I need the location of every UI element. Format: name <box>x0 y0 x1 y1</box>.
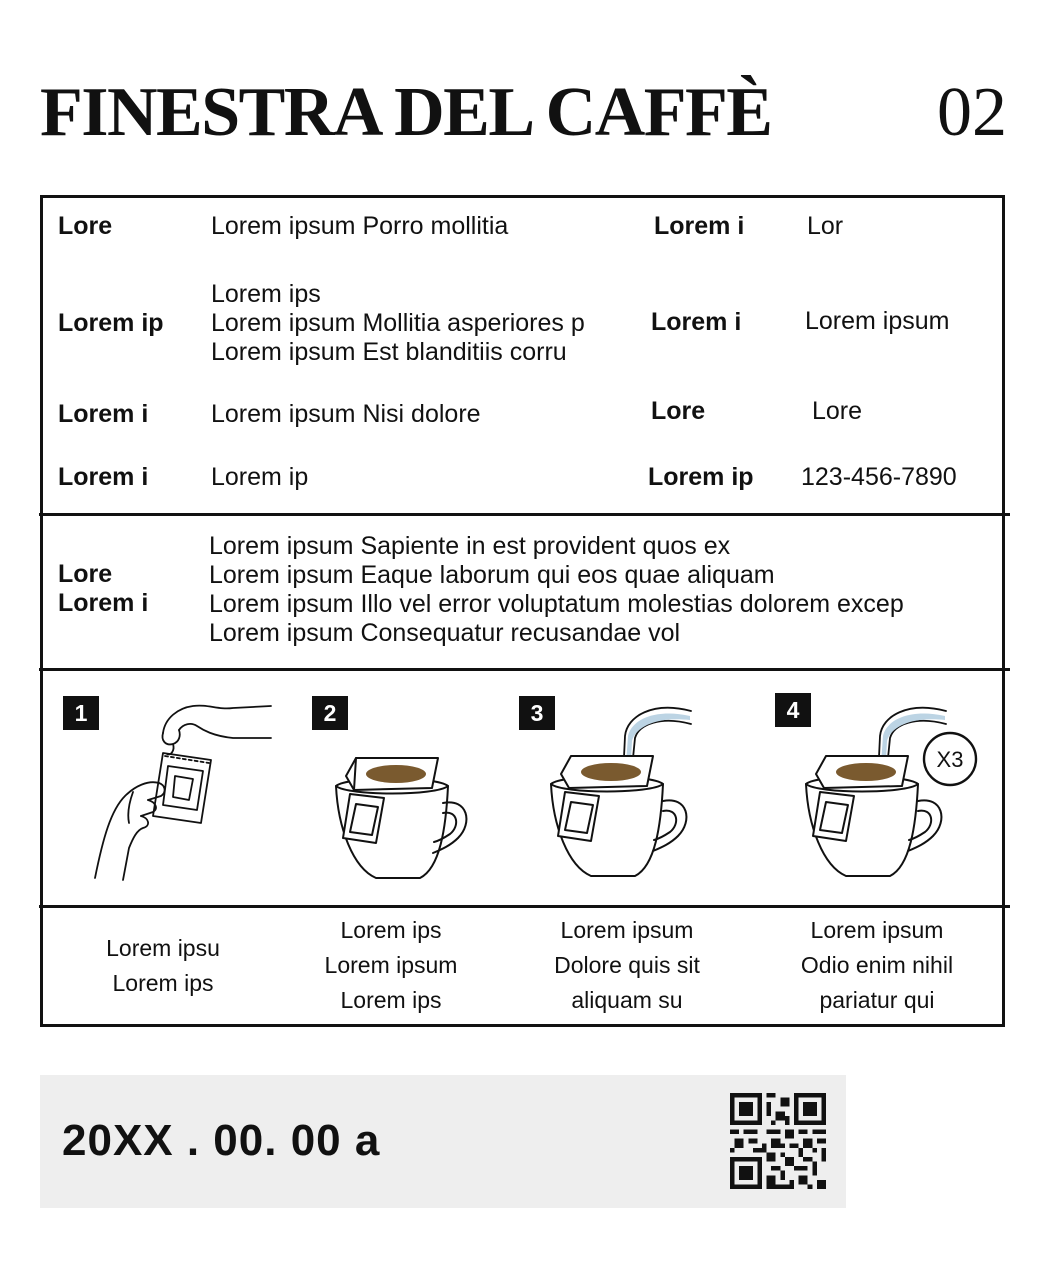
caption-line: aliquam su <box>571 987 683 1013</box>
hand-opening-drip-bag-icon <box>93 688 283 888</box>
row-2-value-line-2: Lorem ipsum Mollitia asperiores p <box>211 309 585 337</box>
step-3-number: 3 <box>519 696 555 730</box>
row-3-value: Lorem ipsum Nisi dolore <box>211 400 481 428</box>
step-1-number: 1 <box>63 696 99 730</box>
description-line-4: Lorem ipsum Consequatur recusandae vol <box>209 619 681 647</box>
caption-line: Lorem ipsum <box>324 952 458 978</box>
footer-bar <box>40 1075 846 1208</box>
page-number: 02 <box>937 74 1007 151</box>
step-2-caption <box>291 913 491 1018</box>
description-label-2: Lorem i <box>58 589 149 617</box>
row-1-value: Lorem ipsum Porro mollitia <box>211 212 509 240</box>
row-2-value-line-1: Lorem ips <box>211 280 321 308</box>
repeat-badge-label: X3 <box>936 747 964 772</box>
step-4-number: 4 <box>775 693 811 727</box>
row-1-value-2: Lor <box>807 212 844 240</box>
row-4-value: Lorem ip <box>211 463 309 491</box>
step-4-caption <box>777 913 977 1018</box>
caption-line: Lorem ips <box>112 970 214 996</box>
description-line-2: Lorem ipsum Eaque laborum qui eos quae aliquam <box>209 561 775 589</box>
row-2-label-2: Lorem i <box>651 308 742 336</box>
caption-line: Odio enim nihil <box>800 952 954 978</box>
divider <box>39 905 1010 908</box>
row-1-label-2: Lorem i <box>654 212 745 240</box>
drip-bag-on-cup-icon <box>328 738 478 888</box>
info-table <box>40 195 1005 1027</box>
caption-line: Lorem ips <box>340 917 442 943</box>
step-2-number: 2 <box>312 696 348 730</box>
caption-line: Lorem ipsum <box>560 917 694 943</box>
pouring-water-repeat-icon <box>798 696 988 886</box>
divider <box>39 513 1010 516</box>
step-3-caption <box>527 913 727 1018</box>
row-2-value-2: Lorem ipsum <box>805 307 950 335</box>
row-3-label-2: Lore <box>651 397 706 425</box>
caption-line: Dolore quis sit <box>554 952 700 978</box>
row-4-label: Lorem i <box>58 463 149 491</box>
row-2-value-line-3: Lorem ipsum Est blanditiis corru <box>211 338 567 366</box>
row-1-label: Lore <box>58 212 113 240</box>
row-2-label: Lorem ip <box>58 309 164 337</box>
pouring-water-icon <box>543 696 693 886</box>
caption-line: pariatur qui <box>819 987 935 1013</box>
row-3-value-2: Lore <box>812 397 863 425</box>
qr-code-icon[interactable] <box>730 1093 826 1189</box>
page-title: FINESTRA DEL CAFFÈ <box>40 74 772 151</box>
description-line-1: Lorem ipsum Sapiente in est provident quos ex <box>209 532 731 560</box>
description-label-1: Lore <box>58 560 113 588</box>
step-1-caption <box>73 931 253 1001</box>
caption-line: Lorem ipsum <box>810 917 944 943</box>
row-4-label-2: Lorem ip <box>648 463 754 491</box>
date-code: 20XX . 00. 00 a <box>62 1116 381 1165</box>
caption-line: Lorem ipsu <box>106 935 220 961</box>
divider <box>39 668 1010 671</box>
row-3-label: Lorem i <box>58 400 149 428</box>
caption-line: Lorem ips <box>340 987 442 1013</box>
row-4-value-2: 123-456-7890 <box>801 463 957 491</box>
description-line-3: Lorem ipsum Illo vel error voluptatum molestias dolorem excep <box>209 590 904 618</box>
